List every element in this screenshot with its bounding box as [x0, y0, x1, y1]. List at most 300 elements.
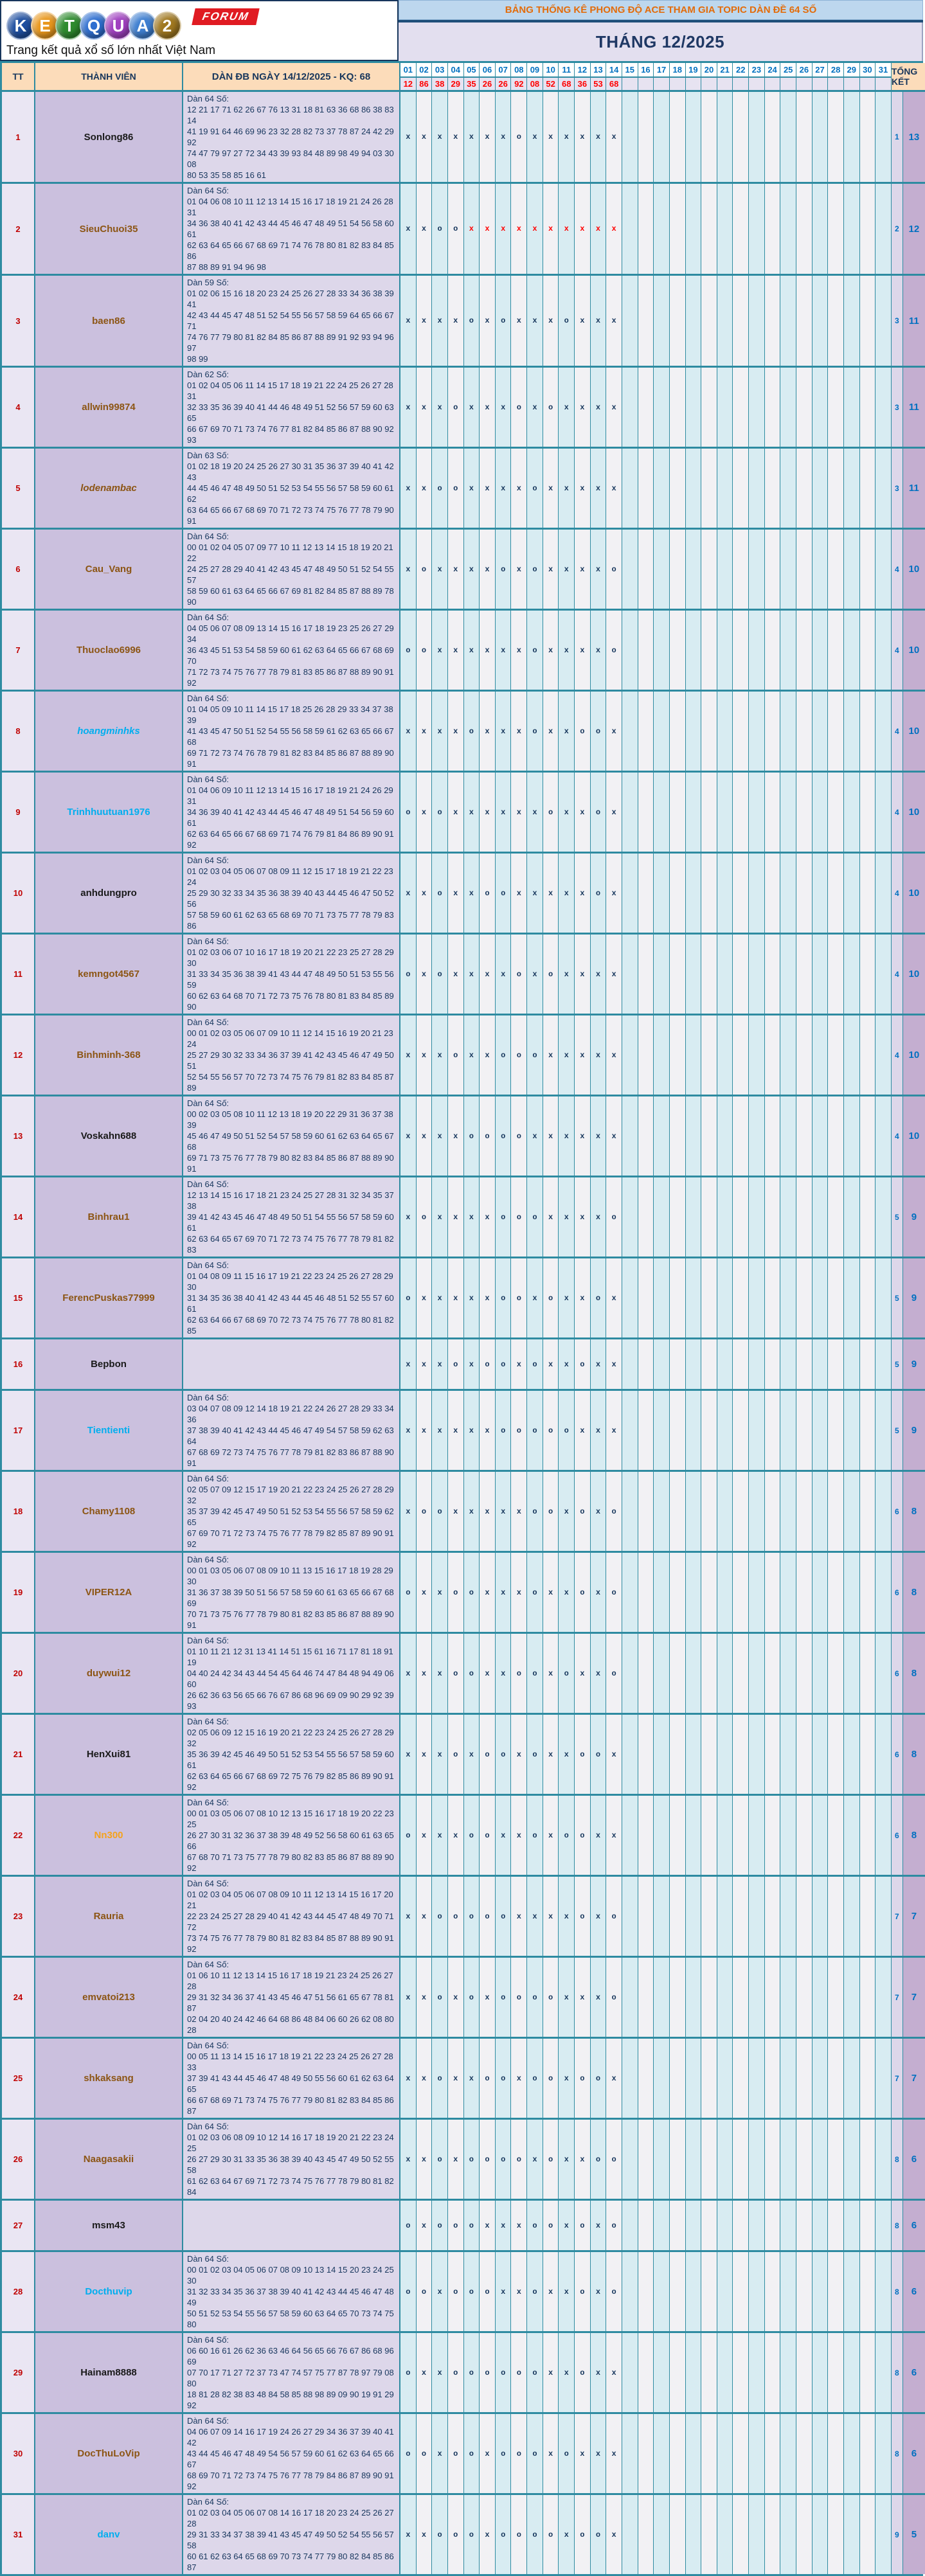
- mark-x: x: [485, 807, 490, 817]
- day-mark-cell: [876, 184, 892, 274]
- mark-x: x: [406, 2530, 411, 2539]
- row-number: 26: [2, 2120, 35, 2199]
- day-mark-cell: [638, 1258, 654, 1337]
- day-mark-cell: [796, 611, 813, 690]
- day-mark-cell: [780, 2201, 796, 2250]
- day-mark-cell: [575, 1715, 591, 1794]
- day-mark-cell: [686, 1096, 702, 1176]
- mark-o: o: [501, 1359, 506, 1369]
- day-mark-cell: [780, 2333, 796, 2412]
- day-mark-cell: [417, 184, 433, 274]
- day-mark-cell: [844, 1096, 860, 1176]
- member-name[interactable]: Cau_Vang: [85, 564, 132, 575]
- day-mark-cell: [543, 1796, 559, 1875]
- member-name[interactable]: anhdungpro: [80, 888, 137, 899]
- day-mark-cell: [860, 2120, 876, 2199]
- day-number: 29: [844, 63, 859, 78]
- row-number: 14: [2, 1177, 35, 1257]
- day-mark-cell: [749, 2414, 765, 2493]
- mark-x: x: [564, 2530, 569, 2539]
- day-mark-cell: [591, 1634, 607, 1713]
- day-mark-cell: [828, 2252, 844, 2331]
- total-win-count: 10: [903, 530, 925, 609]
- day-mark-cell: [638, 854, 654, 933]
- mark-x: x: [516, 1911, 521, 1921]
- day-mark-cell: [749, 1391, 765, 1470]
- mark-x: x: [421, 1050, 427, 1060]
- mark-x: x: [532, 1131, 537, 1141]
- day-mark-cell: [876, 2120, 892, 2199]
- day-mark-cell: [876, 935, 892, 1014]
- day-mark-cell: [796, 1553, 813, 1632]
- day-mark-cell: [527, 184, 543, 274]
- day-mark-cell: [448, 854, 464, 933]
- member-name[interactable]: duywui12: [86, 1668, 131, 1679]
- total-win-count: 10: [903, 692, 925, 771]
- day-mark-cell: [575, 2414, 591, 2493]
- day-mark-cell: [876, 2414, 892, 2493]
- mark-o: o: [469, 1588, 474, 1597]
- total-miss-count: 3: [892, 276, 903, 366]
- day-mark-cell: [448, 1715, 464, 1794]
- mark-x: x: [611, 1050, 616, 1060]
- mark-x: x: [437, 1212, 442, 1222]
- day-mark-cell: [622, 1796, 638, 1875]
- day-mark-cell: [813, 1958, 829, 2037]
- day-mark-cell: [796, 1472, 813, 1551]
- day-mark-cell: [432, 935, 448, 1014]
- dan-line: 04 06 07 09 14 16 17 19 24 26 27 29 34 36 37 39 40 41 42: [187, 2427, 394, 2447]
- member-name[interactable]: Chamy1108: [82, 1506, 136, 1517]
- day-mark-cell: [464, 2120, 480, 2199]
- day-header-cell: [701, 63, 717, 90]
- day-mark-cell: [591, 1096, 607, 1176]
- member-name[interactable]: lodenambac: [80, 483, 137, 494]
- day-mark-cell: [432, 2039, 448, 2118]
- day-mark-cell: [527, 1715, 543, 1794]
- day-mark-cell: [559, 1877, 575, 1956]
- day-mark-cell: [749, 449, 765, 528]
- mark-x: x: [406, 1212, 411, 1222]
- logo-ball-icon: T: [55, 12, 84, 40]
- day-mark-cell: [464, 449, 480, 528]
- day-mark-cell: [796, 2252, 813, 2331]
- day-mark-cell: [701, 2039, 717, 2118]
- member-name[interactable]: Tientienti: [87, 1425, 130, 1436]
- day-mark-cell: [638, 1096, 654, 1176]
- day-mark-cell: [701, 692, 717, 771]
- day-mark-cell: [638, 1877, 654, 1956]
- member-cell: [35, 184, 183, 274]
- day-mark-cell: [717, 2414, 733, 2493]
- day-mark-cell: [575, 1958, 591, 2037]
- day-mark-cell: [876, 611, 892, 690]
- dan-label: Dàn 64 Số:: [187, 1879, 229, 1888]
- day-mark-cell: [575, 2039, 591, 2118]
- mark-o: o: [421, 564, 427, 574]
- day-mark-cell: [591, 854, 607, 933]
- row-number: 23: [2, 1877, 35, 1956]
- mark-x: x: [516, 316, 521, 325]
- mark-x: x: [406, 402, 411, 412]
- mark-x: x: [595, 132, 601, 141]
- day-mark-cell: [686, 854, 702, 933]
- day-mark-cell: [876, 1258, 892, 1337]
- day-mark-cell: [733, 2333, 749, 2412]
- member-name[interactable]: msm43: [92, 2220, 125, 2231]
- row-number: 31: [2, 2495, 35, 2574]
- mark-o: o: [469, 2287, 474, 2296]
- day-mark-cell: [686, 1391, 702, 1470]
- day-mark-cell: [448, 2252, 464, 2331]
- day-kq-value: 68: [606, 78, 622, 90]
- day-mark-cell: [511, 1391, 527, 1470]
- day-mark-cell: [844, 2333, 860, 2412]
- day-mark-cell: [654, 611, 670, 690]
- day-mark-cell: [432, 184, 448, 274]
- mark-x: x: [548, 316, 553, 325]
- mark-x: x: [516, 645, 521, 655]
- member-cell: [35, 2201, 183, 2250]
- day-mark-cell: [543, 1177, 559, 1257]
- mark-x: x: [564, 1293, 569, 1303]
- day-mark-cell: [686, 1553, 702, 1632]
- mark-x: x: [595, 1830, 601, 1840]
- mark-o: o: [501, 2530, 506, 2539]
- day-kq-value: [860, 78, 876, 90]
- mark-x: x: [485, 402, 490, 412]
- day-mark-cell: [765, 1015, 781, 1095]
- day-mark-cell: [622, 2252, 638, 2331]
- dan-numbers-cell: [183, 1177, 400, 1257]
- dan-line: 69 71 72 73 74 76 78 79 81 82 83 84 85 86 87 88 89 90 91: [187, 748, 394, 769]
- member-name[interactable]: Naagasakii: [83, 2154, 134, 2165]
- day-mark-cell: [780, 1258, 796, 1337]
- member-cell: [35, 1096, 183, 1176]
- dan-line: 01 06 10 11 12 13 14 15 16 17 18 19 21 23 24 25 26 27 28: [187, 1971, 393, 1991]
- day-mark-cell: [876, 854, 892, 933]
- member-name[interactable]: kemngot4567: [78, 969, 139, 979]
- row-number: 4: [2, 368, 35, 447]
- day-mark-cell: [511, 1472, 527, 1551]
- day-mark-cell: [591, 449, 607, 528]
- day-mark-cell: [860, 1391, 876, 1470]
- day-mark-cell: [796, 1877, 813, 1956]
- dan-label: Dàn 64 Số:: [187, 1098, 229, 1108]
- member-name[interactable]: HenXui81: [86, 1749, 131, 1760]
- day-mark-cell: [701, 1177, 717, 1257]
- dan-label: Dàn 64 Số:: [187, 1017, 229, 1027]
- day-mark-cell: [417, 2333, 433, 2412]
- member-name[interactable]: Thuoclao6996: [76, 645, 141, 656]
- day-mark-cell: [480, 935, 496, 1014]
- day-mark-cell: [828, 1472, 844, 1551]
- day-mark-cell: [464, 773, 480, 852]
- mark-o: o: [406, 1293, 411, 1303]
- day-mark-cell: [701, 1634, 717, 1713]
- day-header-cell: [670, 63, 686, 90]
- day-mark-cell: [876, 2252, 892, 2331]
- mark-x: x: [406, 1911, 411, 1921]
- day-mark-cell: [575, 1553, 591, 1632]
- mark-o: o: [532, 1668, 537, 1678]
- day-mark-cell: [511, 773, 527, 852]
- mark-x: x: [437, 1359, 442, 1369]
- mark-o: o: [501, 2449, 506, 2458]
- dan-label: Dàn 64 Số:: [187, 855, 229, 865]
- day-mark-cell: [765, 1796, 781, 1875]
- day-mark-cell: [606, 2120, 622, 2199]
- mark-o: o: [532, 564, 537, 574]
- day-mark-cell: [400, 2252, 417, 2331]
- mark-x: x: [548, 1749, 553, 1759]
- day-mark-cell: [527, 1877, 543, 1956]
- day-mark-cell: [559, 1958, 575, 2037]
- day-mark-cell: [606, 1015, 622, 1095]
- member-name[interactable]: danv: [97, 2529, 120, 2540]
- day-mark-cell: [527, 1339, 543, 1389]
- day-mark-cell: [575, 1796, 591, 1875]
- day-mark-cell: [527, 1796, 543, 1875]
- day-mark-cell: [876, 692, 892, 771]
- mark-o: o: [501, 1050, 506, 1060]
- day-mark-cell: [654, 2039, 670, 2118]
- mark-x: x: [611, 1749, 616, 1759]
- day-mark-cell: [670, 854, 686, 933]
- day-mark-cell: [464, 2039, 480, 2118]
- site-logo[interactable]: [0, 0, 399, 61]
- day-mark-cell: [860, 1258, 876, 1337]
- mark-x: x: [611, 1830, 616, 1840]
- day-number: 21: [717, 63, 733, 78]
- day-mark-cell: [480, 1391, 496, 1470]
- dan-line: 01 02 03 04 05 06 07 08 14 16 17 18 20 23 24 25 26 27 28: [187, 2508, 394, 2528]
- day-mark-cell: [527, 1258, 543, 1337]
- day-number: 08: [511, 63, 526, 78]
- day-mark-cell: [780, 1796, 796, 1875]
- day-number: 11: [559, 63, 574, 78]
- day-mark-cell: [464, 1258, 480, 1337]
- member-name[interactable]: Voskahn688: [80, 1131, 137, 1141]
- day-mark-cell: [559, 1015, 575, 1095]
- day-mark-cell: [860, 1096, 876, 1176]
- mark-o: o: [453, 2530, 458, 2539]
- day-mark-cell: [717, 276, 733, 366]
- mark-o: o: [421, 1212, 427, 1222]
- mark-o: o: [469, 1911, 474, 1921]
- day-mark-cell: [527, 2252, 543, 2331]
- day-mark-cell: [591, 692, 607, 771]
- day-kq-value: 35: [464, 78, 480, 90]
- day-mark-cell: [828, 92, 844, 182]
- day-mark-cell: [432, 530, 448, 609]
- day-mark-cell: [638, 2333, 654, 2412]
- mark-o: o: [421, 1507, 427, 1516]
- table-row: [2, 690, 925, 771]
- day-mark-cell: [400, 1877, 417, 1956]
- mark-o: o: [595, 807, 601, 817]
- day-header-cell: [765, 63, 781, 90]
- day-mark-cell: [575, 1391, 591, 1470]
- day-mark-cell: [780, 368, 796, 447]
- day-mark-cell: [559, 92, 575, 182]
- day-mark-cell: [543, 1391, 559, 1470]
- mark-o: o: [611, 2154, 616, 2164]
- member-name[interactable]: Docthuvip: [85, 2286, 132, 2297]
- mark-o: o: [437, 2073, 442, 2083]
- member-name[interactable]: hoangminhks: [77, 726, 140, 737]
- day-mark-cell: [400, 1258, 417, 1337]
- logo-ball-icon: U: [104, 12, 132, 40]
- day-mark-cell: [527, 276, 543, 366]
- day-mark-cell: [686, 368, 702, 447]
- day-mark-cell: [480, 184, 496, 274]
- mark-x: x: [485, 1668, 490, 1678]
- day-mark-cell: [654, 1877, 670, 1956]
- dan-line: 01 04 08 09 11 15 16 17 19 21 22 23 24 25 26 27 28 29 30: [187, 1271, 393, 1292]
- mark-x: x: [501, 645, 506, 655]
- day-mark-cell: [527, 1177, 543, 1257]
- day-mark-cell: [543, 449, 559, 528]
- day-kq-value: [686, 78, 701, 90]
- member-name[interactable]: Trinhhuutuan1976: [67, 807, 150, 818]
- member-cell: [35, 854, 183, 933]
- dan-numbers-cell: [183, 1877, 400, 1956]
- day-mark-cell: [654, 1472, 670, 1551]
- day-mark-cell: [559, 1258, 575, 1337]
- mark-x: x: [453, 888, 458, 898]
- day-mark-cell: [622, 184, 638, 274]
- table-row: [2, 2331, 925, 2412]
- day-mark-cell: [670, 1472, 686, 1551]
- day-mark-cell: [876, 1553, 892, 1632]
- day-mark-cell: [733, 2495, 749, 2574]
- day-mark-cell: [813, 1339, 829, 1389]
- day-kq-value: [828, 78, 843, 90]
- day-mark-cell: [559, 611, 575, 690]
- day-mark-cell: [559, 935, 575, 1014]
- day-mark-cell: [432, 1634, 448, 1713]
- table-row: [2, 528, 925, 609]
- day-mark-cell: [448, 2120, 464, 2199]
- dan-label: Dàn 64 Số:: [187, 2122, 229, 2131]
- day-mark-cell: [733, 2201, 749, 2250]
- dan-numbers-cell: [183, 773, 400, 852]
- mark-x: x: [595, 1359, 601, 1369]
- row-number: 12: [2, 1015, 35, 1095]
- day-mark-cell: [733, 854, 749, 933]
- day-mark-cell: [417, 1177, 433, 1257]
- day-mark-cell: [765, 935, 781, 1014]
- mark-x: x: [548, 645, 553, 655]
- dan-line: 12 13 14 15 16 17 18 21 23 24 25 27 28 31 32 34 35 37 38: [187, 1190, 394, 1211]
- day-mark-cell: [796, 2039, 813, 2118]
- dan-line: 44 45 46 47 48 49 50 51 52 53 54 55 56 57 58 59 60 61 62: [187, 483, 394, 504]
- day-mark-cell: [686, 2120, 702, 2199]
- day-mark-cell: [464, 935, 480, 1014]
- row-number: 28: [2, 2252, 35, 2331]
- day-mark-cell: [654, 2201, 670, 2250]
- day-mark-cell: [448, 1096, 464, 1176]
- day-mark-cell: [828, 1796, 844, 1875]
- member-name[interactable]: VIPER12A: [85, 1587, 132, 1598]
- day-mark-cell: [638, 1796, 654, 1875]
- day-header-cell: [464, 63, 480, 90]
- mark-x: x: [421, 1749, 427, 1759]
- day-mark-cell: [749, 854, 765, 933]
- day-mark-cell: [654, 2495, 670, 2574]
- mark-x: x: [406, 224, 411, 233]
- day-mark-cell: [733, 2120, 749, 2199]
- dan-line: 52 54 55 56 57 70 72 73 74 75 76 79 81 82 83 84 85 87 89: [187, 1072, 394, 1093]
- total-win-count: 8: [903, 1715, 925, 1794]
- day-mark-cell: [654, 2414, 670, 2493]
- member-name[interactable]: Bepbon: [91, 1359, 127, 1370]
- day-mark-cell: [400, 1634, 417, 1713]
- member-name[interactable]: Hainam8888: [80, 2367, 137, 2378]
- mark-x: x: [453, 132, 458, 141]
- mark-x: x: [501, 224, 506, 233]
- day-mark-cell: [844, 2201, 860, 2250]
- row-number: 10: [2, 854, 35, 933]
- member-name[interactable]: Nn300: [94, 1830, 123, 1841]
- day-mark-cell: [622, 1553, 638, 1632]
- day-mark-cell: [796, 1634, 813, 1713]
- day-mark-cell: [670, 1877, 686, 1956]
- member-name[interactable]: allwin99874: [82, 402, 136, 413]
- dan-numbers-cell: [183, 1958, 400, 2037]
- day-mark-cell: [717, 854, 733, 933]
- member-name[interactable]: Binhrau1: [87, 1212, 130, 1222]
- day-mark-cell: [622, 1096, 638, 1176]
- day-mark-cell: [417, 1391, 433, 1470]
- day-mark-cell: [860, 1177, 876, 1257]
- day-mark-cell: [717, 1472, 733, 1551]
- day-mark-cell: [400, 1177, 417, 1257]
- member-name[interactable]: SieuChuoi35: [79, 223, 138, 235]
- mark-x: x: [437, 316, 442, 325]
- day-mark-cell: [527, 2039, 543, 2118]
- member-name[interactable]: baen86: [92, 315, 125, 326]
- mark-x: x: [548, 2368, 553, 2377]
- day-mark-cell: [559, 1472, 575, 1551]
- member-name[interactable]: shkaksang: [84, 2073, 134, 2084]
- member-name[interactable]: DocThuLoVip: [77, 2448, 140, 2459]
- day-mark-cell: [765, 1634, 781, 1713]
- member-name[interactable]: Binhminh-368: [76, 1050, 141, 1060]
- day-mark-cell: [511, 92, 527, 182]
- member-name[interactable]: emvatoi213: [82, 1992, 135, 2003]
- member-name[interactable]: Rauria: [93, 1911, 124, 1922]
- day-mark-cell: [464, 1553, 480, 1632]
- day-mark-cell: [527, 530, 543, 609]
- day-mark-cell: [511, 1634, 527, 1713]
- day-mark-cell: [765, 1715, 781, 1794]
- day-mark-cell: [496, 1634, 512, 1713]
- day-mark-cell: [559, 1715, 575, 1794]
- mark-o: o: [548, 1426, 553, 1435]
- day-mark-cell: [511, 2120, 527, 2199]
- mark-x: x: [421, 1131, 427, 1141]
- day-mark-cell: [860, 1015, 876, 1095]
- member-name[interactable]: Sonlong86: [84, 131, 134, 143]
- member-name[interactable]: FerencPuskas77999: [62, 1292, 155, 1303]
- mark-x: x: [421, 1668, 427, 1678]
- member-cell: [35, 1796, 183, 1875]
- day-mark-cell: [796, 92, 813, 182]
- mark-x: x: [485, 726, 490, 736]
- mark-x: x: [437, 132, 442, 141]
